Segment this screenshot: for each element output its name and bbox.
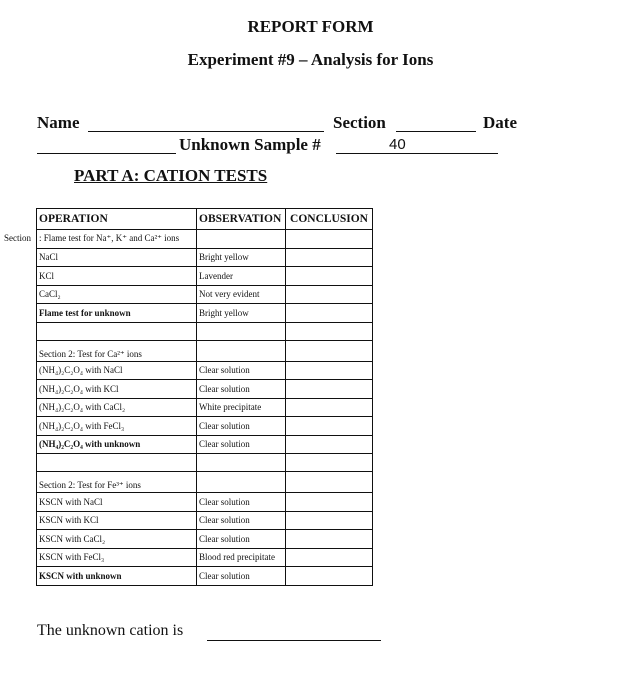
- operation-cell: (NH₄)₂C₂O₄ with NaCl: [37, 361, 197, 380]
- operation-cell: KSCN with NaCl: [37, 493, 197, 512]
- observation-cell[interactable]: Blood red precipitate: [197, 548, 286, 567]
- operation-cell: (NH₄)₂C₂O₄ with KCl: [37, 380, 197, 399]
- section-row: [37, 340, 373, 361]
- observation-cell[interactable]: [197, 230, 286, 249]
- date-label: Date: [483, 113, 517, 132]
- conclusion-cell[interactable]: [286, 304, 373, 323]
- conclusion-cell[interactable]: [286, 230, 373, 249]
- observation-cell[interactable]: Not very evident: [197, 285, 286, 304]
- table-row: [37, 530, 373, 549]
- conclusion-cell[interactable]: [286, 285, 373, 304]
- observation-header: OBSERVATION: [197, 209, 286, 230]
- conclusion-cell[interactable]: [286, 511, 373, 530]
- operation-cell: Flame test for unknown: [37, 304, 197, 323]
- blank-cell[interactable]: [286, 322, 373, 340]
- section-label: Section: [333, 113, 386, 132]
- observation-cell[interactable]: Bright yellow: [197, 304, 286, 323]
- table-row: [37, 548, 373, 567]
- table-header-row: [37, 209, 373, 230]
- name-field[interactable]: [88, 131, 324, 132]
- blank-row: [37, 454, 373, 472]
- blank-cell[interactable]: [197, 322, 286, 340]
- table-row: [37, 493, 373, 512]
- report-title: REPORT FORM: [247, 17, 374, 36]
- operation-cell: CaCl₂: [37, 285, 197, 304]
- operation-cell: (NH₄)₂C₂O₄ with FeCl₃: [37, 417, 197, 436]
- conclusion-cell[interactable]: [286, 340, 373, 361]
- blank-cell[interactable]: [197, 454, 286, 472]
- section-heading: : Flame test for Na⁺, K⁺ and Ca²⁺ ions: [39, 233, 180, 244]
- unknown-cation-field[interactable]: [207, 640, 381, 641]
- unknown-cation-label: The unknown cation is: [37, 622, 184, 639]
- conclusion-cell[interactable]: [286, 398, 373, 417]
- operation-cell: (NH₄)₂C₂O₄ with CaCl₂: [37, 398, 197, 417]
- conclusion-cell[interactable]: [286, 493, 373, 512]
- blank-cell: [37, 322, 197, 340]
- conclusion-header: CONCLUSION: [286, 209, 373, 230]
- conclusion-cell[interactable]: [286, 248, 373, 267]
- name-label: Name: [37, 113, 80, 132]
- observation-cell[interactable]: Clear solution: [197, 361, 286, 380]
- section-prefix: Section: [4, 233, 31, 244]
- conclusion-cell[interactable]: [286, 267, 373, 286]
- table-row: [37, 398, 373, 417]
- table-row: [37, 304, 373, 323]
- section-row: [37, 472, 373, 493]
- observation-cell[interactable]: Bright yellow: [197, 248, 286, 267]
- conclusion-cell[interactable]: [286, 380, 373, 399]
- observation-cell[interactable]: White precipitate: [197, 398, 286, 417]
- date-field[interactable]: [37, 153, 176, 154]
- unknown-sample-field[interactable]: [336, 153, 498, 154]
- section-label-cell: [4, 230, 197, 249]
- blank-row: [37, 322, 373, 340]
- experiment-title: Experiment #9 – Analysis for Ions: [187, 50, 434, 69]
- table-row: [37, 285, 373, 304]
- section-field[interactable]: [396, 131, 476, 132]
- observation-cell[interactable]: Clear solution: [197, 567, 286, 586]
- part-a-title: PART A: CATION TESTS: [74, 166, 268, 185]
- operation-cell: KSCN with unknown: [37, 567, 197, 586]
- table-row: [37, 567, 373, 586]
- cation-tests-table: [4, 208, 373, 586]
- observation-cell[interactable]: Clear solution: [197, 380, 286, 399]
- observation-cell[interactable]: [197, 472, 286, 493]
- conclusion-cell[interactable]: [286, 548, 373, 567]
- operation-cell: KSCN with FeCl₃: [37, 548, 197, 567]
- observation-cell[interactable]: [197, 340, 286, 361]
- operation-cell: KSCN with KCl: [37, 511, 197, 530]
- table-row: [37, 248, 373, 267]
- blank-cell[interactable]: [286, 454, 373, 472]
- conclusion-cell[interactable]: [286, 361, 373, 380]
- observation-cell[interactable]: Clear solution: [197, 511, 286, 530]
- observation-cell[interactable]: Clear solution: [197, 493, 286, 512]
- table-row: [37, 511, 373, 530]
- table-row: [37, 361, 373, 380]
- operation-cell: (NH₄)₂C₂O₄ with unknown: [37, 435, 197, 454]
- unknown-sample-value: 40: [389, 136, 406, 153]
- conclusion-cell[interactable]: [286, 435, 373, 454]
- section-heading: Section 2: Test for Fe³⁺ ions: [37, 472, 197, 493]
- table-row: [37, 435, 373, 454]
- operation-cell: KCl: [37, 267, 197, 286]
- unknown-sample-label: Unknown Sample #: [179, 135, 321, 154]
- observation-cell[interactable]: Clear solution: [197, 435, 286, 454]
- observation-cell[interactable]: Clear solution: [197, 530, 286, 549]
- observation-cell[interactable]: Clear solution: [197, 417, 286, 436]
- operation-cell: KSCN with CaCl₂: [37, 530, 197, 549]
- section-heading: Section 2: Test for Ca²⁺ ions: [37, 340, 197, 361]
- operation-header: OPERATION: [37, 209, 197, 230]
- conclusion-cell[interactable]: [286, 567, 373, 586]
- conclusion-cell[interactable]: [286, 530, 373, 549]
- conclusion-cell[interactable]: [286, 417, 373, 436]
- table-row: [37, 380, 373, 399]
- operation-cell: NaCl: [37, 248, 197, 267]
- table-row: [37, 417, 373, 436]
- section-row: [37, 230, 373, 249]
- blank-cell: [37, 454, 197, 472]
- observation-cell[interactable]: Lavender: [197, 267, 286, 286]
- table-row: [37, 267, 373, 286]
- conclusion-cell[interactable]: [286, 472, 373, 493]
